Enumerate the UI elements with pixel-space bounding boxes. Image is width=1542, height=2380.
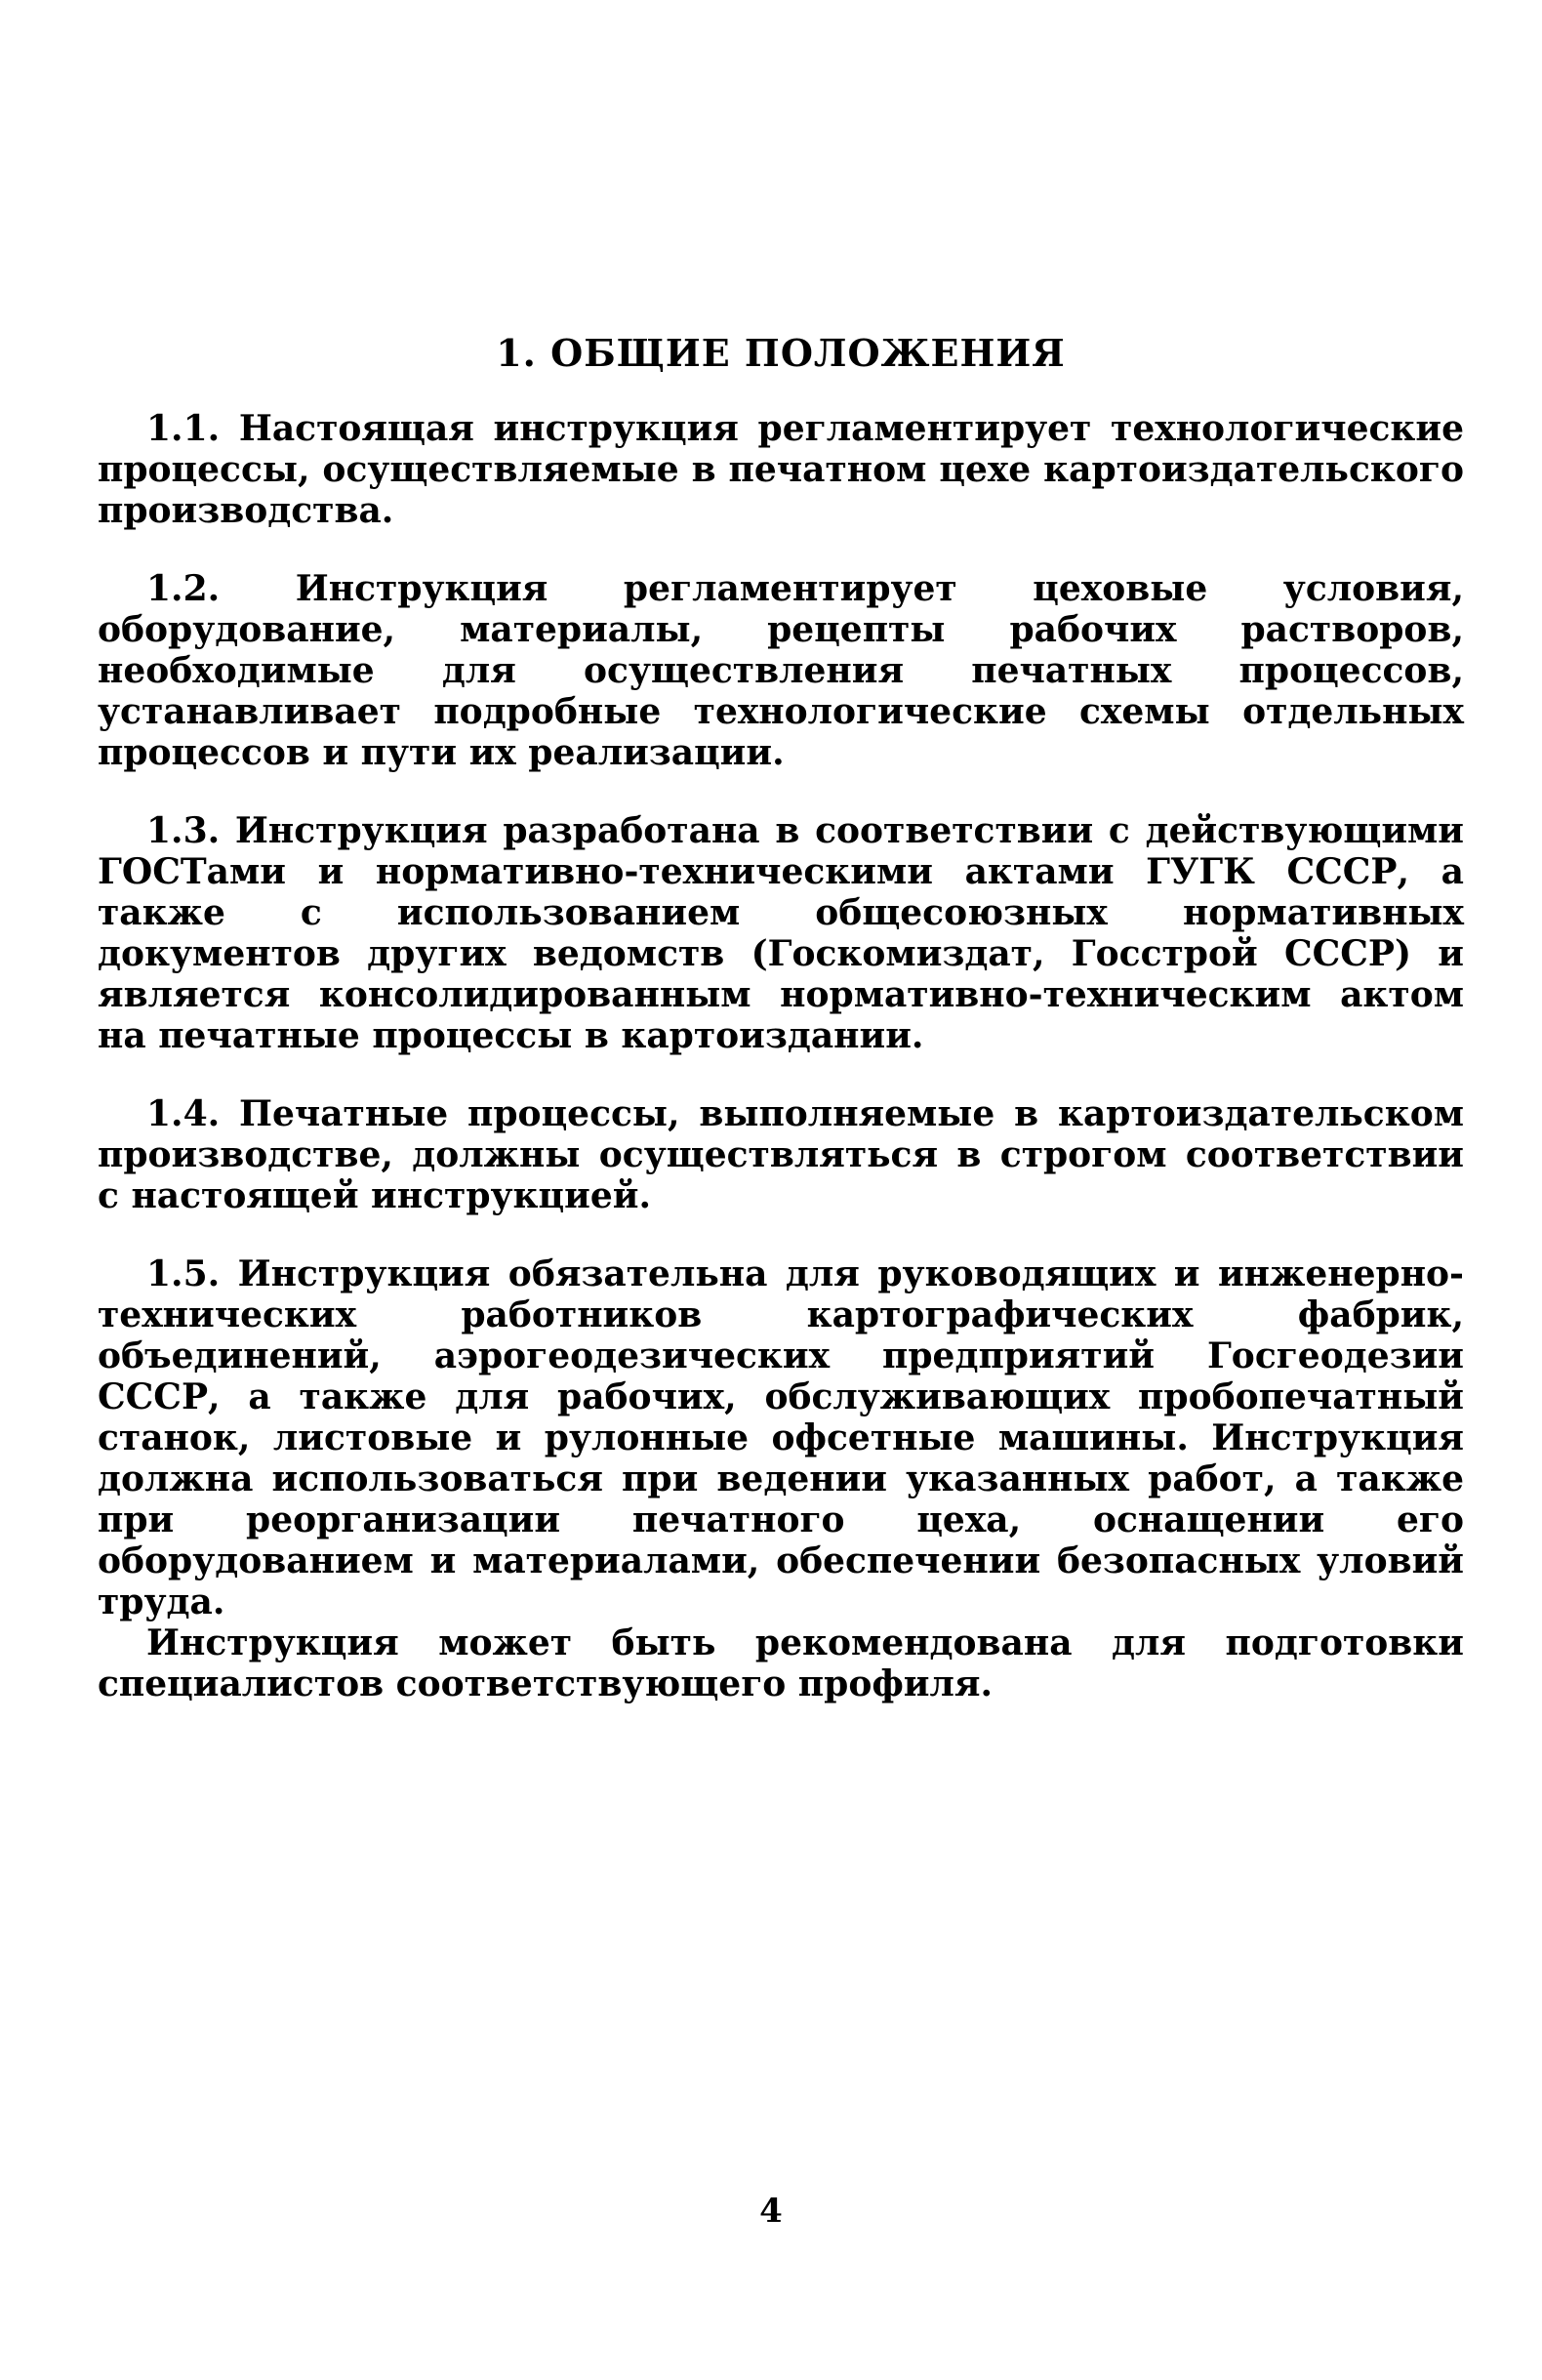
paragraph-1-5: 1.5. Инструкция обязательна для руководящих и инженерно-технических работников картографических фабрик, объединений, аэрогеодезических предприятий Госгеодезии СССР, а также для рабочих, обслуживающих пробопечатный станок, листовые и рулонные офсетные машины. Инструкция должна использоваться при ведении указанных работ, а также при реорганизации печатного цеха, оснащении его оборудованием и материалами, обеспечении безопасных уловий труда.	[98, 1253, 1464, 1622]
paragraph-1-3: 1.3. Инструкция разработана в соответствии с действующими ГОСТами и нормативно-техническими актами ГУГК СССР, а также с использованием общесоюзных нормативных документов других ведомств (Госкомиздат, Госстрой СССР) и является консолидированным нормативно-техническим актом на печатные процессы в картоиздании.	[98, 810, 1464, 1056]
document-page	[98, 332, 1464, 1742]
page-number: 4	[759, 2192, 783, 2231]
paragraph-1-1: 1.1. Настоящая инструкция регламентирует технологические процессы, осуществляемые в печатном цехе картоиздательского производства.	[98, 408, 1464, 531]
paragraph-1-2: 1.2. Инструкция регламентирует цеховые условия, оборудование, материалы, рецепты рабочих растворов, необходимые для осуществления печатных процессов, устанавливает подробные технологические схемы отдельных процессов и пути их реализации.	[98, 568, 1464, 773]
paragraph-1-5-continued: Инструкция может быть рекомендована для подготовки специалистов соответствующего профиля.	[98, 1622, 1464, 1704]
paragraph-1-4: 1.4. Печатные процессы, выполняемые в картоиздательском производстве, должны осуществляться в строгом соответствии с настоящей инструкцией.	[98, 1093, 1464, 1216]
section-title: 1. ОБЩИЕ ПОЛОЖЕНИЯ	[496, 331, 1066, 375]
